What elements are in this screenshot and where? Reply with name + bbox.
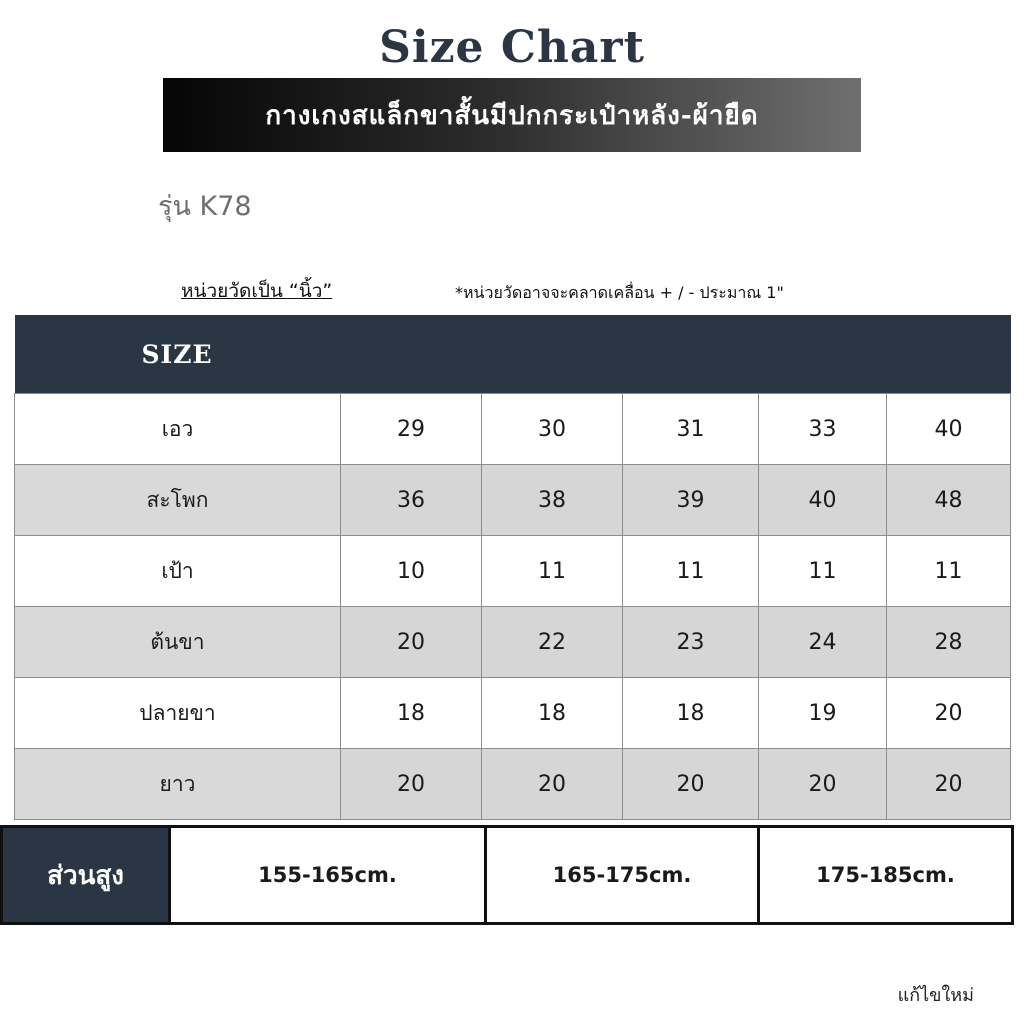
measurement-value: 20 <box>623 749 759 820</box>
measurement-value: 31 <box>623 394 759 465</box>
measurement-value: 48 <box>887 465 1011 536</box>
measurement-value: 40 <box>759 465 887 536</box>
measurement-value: 11 <box>623 536 759 607</box>
measurement-value: 29 <box>341 394 482 465</box>
measurement-value: 40 <box>887 394 1011 465</box>
table-row <box>15 749 1011 820</box>
measurement-value: 18 <box>482 678 623 749</box>
measurement-value: 11 <box>482 536 623 607</box>
measurement-value: 10 <box>341 536 482 607</box>
edit-note: แก้ไขใหม่ <box>897 985 974 1006</box>
measurement-value: 30 <box>482 394 623 465</box>
page-title: Size Chart <box>379 22 645 73</box>
measurement-value: 22 <box>482 607 623 678</box>
measurement-value: 18 <box>623 678 759 749</box>
product-name: กางเกงสแล็กขาสั้นมีปกกระเป๋าหลัง-ผ้ายืด <box>265 100 759 131</box>
measurement-value: 38 <box>482 465 623 536</box>
model-code: รุ่น K78 <box>158 191 252 222</box>
measurement-label: ยาว <box>15 749 341 820</box>
measurement-value: 11 <box>759 536 887 607</box>
table-row <box>15 678 1011 749</box>
height-label: ส่วนสูง <box>2 827 170 924</box>
measurement-value: 39 <box>623 465 759 536</box>
unit-note: หน่วยวัดเป็น “นิ้ว” <box>181 280 333 302</box>
measurement-value: 28 <box>887 607 1011 678</box>
measurement-value: 24 <box>759 607 887 678</box>
measurement-label: เป้า <box>15 536 341 607</box>
measurement-value: 20 <box>341 749 482 820</box>
measurement-value: 23 <box>623 607 759 678</box>
tolerance-note: *หน่วยวัดอาจจะคลาดเคลื่อน + / - ประมาณ 1" <box>455 283 784 302</box>
measurement-label: ต้นขา <box>15 607 341 678</box>
size-header: SIZE <box>15 315 1011 394</box>
size-table <box>14 315 1011 820</box>
product-name-banner <box>163 78 861 152</box>
measurement-value: 20 <box>887 678 1011 749</box>
table-row <box>15 394 1011 465</box>
measurement-label: ปลายขา <box>15 678 341 749</box>
measurement-value: 20 <box>341 607 482 678</box>
measurement-value: 33 <box>759 394 887 465</box>
measurement-value: 20 <box>759 749 887 820</box>
height-row <box>2 827 1013 924</box>
measurement-value: 20 <box>482 749 623 820</box>
measurement-label: เอว <box>15 394 341 465</box>
height-range: 155-165cm. <box>170 827 486 924</box>
measurement-label: สะโพก <box>15 465 341 536</box>
measurement-value: 36 <box>341 465 482 536</box>
height-range: 165-175cm. <box>486 827 759 924</box>
height-range: 175-185cm. <box>759 827 1013 924</box>
measurement-value: 19 <box>759 678 887 749</box>
measurement-value: 18 <box>341 678 482 749</box>
table-row <box>15 536 1011 607</box>
height-table <box>0 825 1014 925</box>
table-row <box>15 465 1011 536</box>
measurement-value: 11 <box>887 536 1011 607</box>
table-row <box>15 607 1011 678</box>
measurement-value: 20 <box>887 749 1011 820</box>
size-table-header-row <box>15 315 1011 394</box>
